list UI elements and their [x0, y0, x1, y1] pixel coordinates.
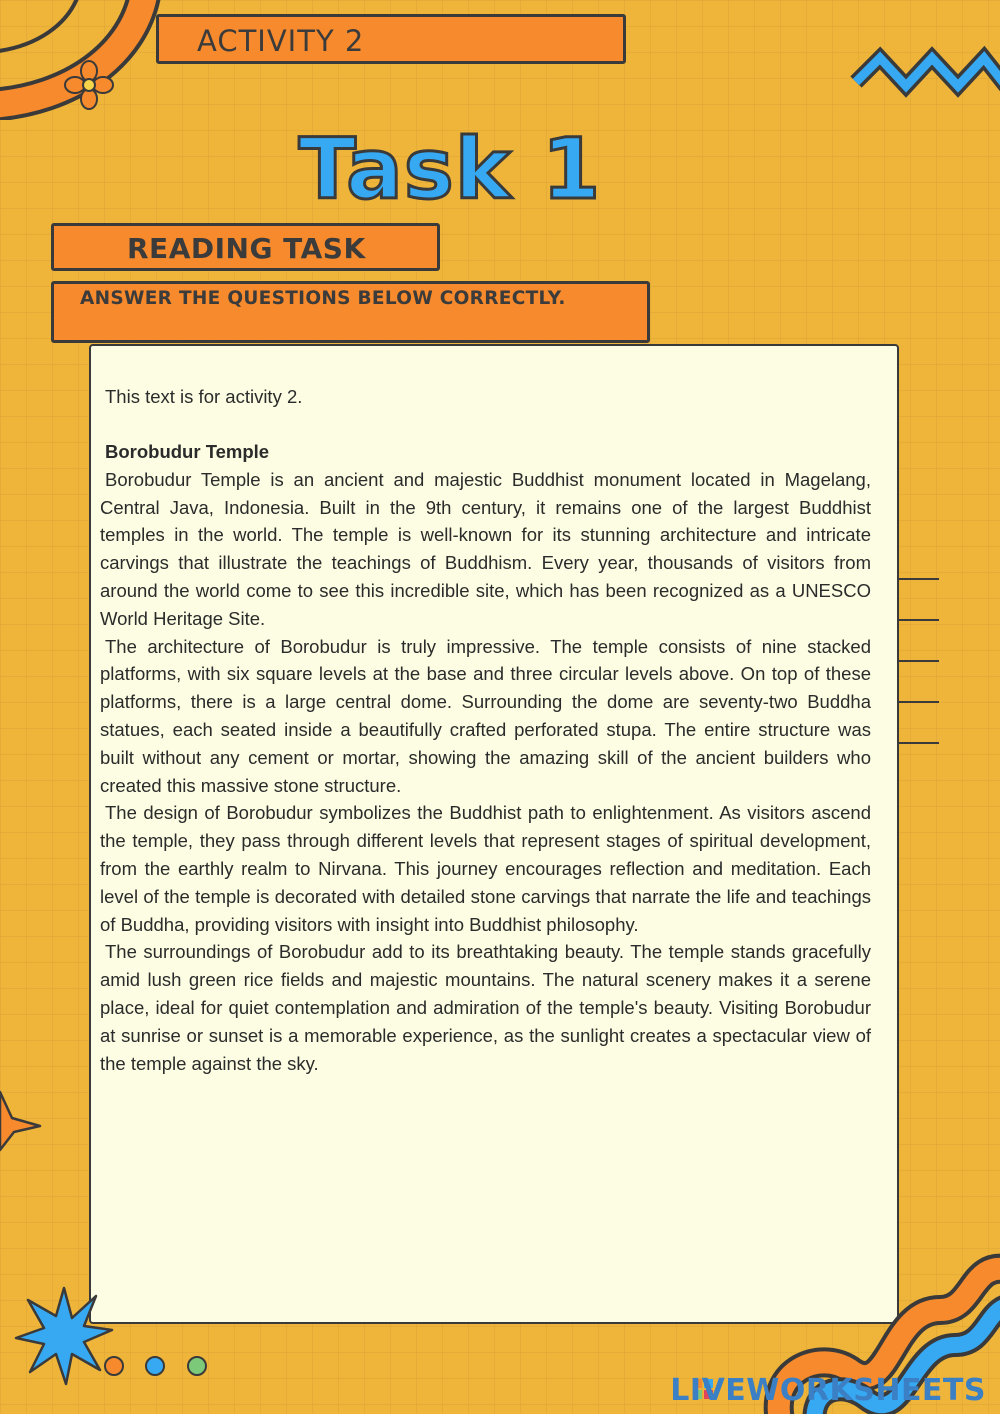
- paragraph: The architecture of Borobudur is truly impressive. The temple consists of nine stacked platforms, with six square levels at the base and three circular levels above. On top of these platforms, there is a large central dome. Surrounding the dome are seventy-two Buddha statues, each seated inside a beautifully crafted perforated stupa. The entire structure was built without any cement or mortar, showing the amazing skill of the ancient builders who created this massive stone structure.: [100, 635, 871, 796]
- burst-icon: [14, 1286, 114, 1386]
- star-icon: [0, 1088, 44, 1154]
- liveworksheets-logo[interactable]: LIVEWORKSHEETS: [670, 1373, 986, 1408]
- side-tick: [899, 701, 939, 703]
- flower-icon: [62, 58, 116, 112]
- activity-banner: [156, 14, 626, 64]
- instruction-banner: [51, 281, 650, 343]
- paragraph: Borobudur Temple is an ancient and majestic Buddhist monument located in Magelang, Central Java, Indonesia. Built in the 9th century, it remains one of the largest Buddhist temples in the world. The temple is well-known for its stunning architecture and intricate carvings that illustrate the teachings of Buddhism. Every year, thousands of visitors from around the world come to see this incredible site, which has been recognized as a UNESCO World Heritage Site.: [100, 468, 871, 629]
- passage-title: Borobudur Temple: [105, 441, 270, 462]
- passage: [100, 383, 871, 1077]
- section-label: READING TASK: [127, 232, 366, 265]
- task-title: Task 1: [298, 120, 602, 218]
- side-tick: [899, 578, 939, 580]
- side-tick: [899, 742, 939, 744]
- reading-task-banner: [51, 223, 440, 271]
- side-tick: [899, 619, 939, 621]
- dot-decoration: [104, 1356, 124, 1376]
- instruction-text: ANSWER THE QUESTIONS BELOW CORRECTLY.: [80, 288, 566, 309]
- side-tick: [899, 660, 939, 662]
- zigzag-decoration: [850, 40, 1000, 110]
- paragraph: The design of Borobudur symbolizes the Buddhist path to enlightenment. As visitors ascend the temple, they pass through different levels that represent stages of spiritual development, from the earthly realm to Nirvana. This journey encourages reflection and meditation. Each level of the temple is decorated with detailed stone carvings that narrate the life and teachings of Buddha, providing visitors with insight into Buddhist philosophy.: [100, 802, 871, 935]
- dot-decoration: [145, 1356, 165, 1376]
- intro-line: This text is for activity 2.: [105, 386, 303, 407]
- paragraph: The surroundings of Borobudur add to its breathtaking beauty. The temple stands gracefully amid lush green rice fields and majestic mountains. The natural scenery makes it a serene place, ideal for quiet contemplation and admiration of the temple's beauty. Visiting Borobudur at sunrise or sunset is a memorable experience, as the sunlight creates a spectacular view of the temple against the sky.: [100, 941, 871, 1074]
- dot-decoration: [187, 1356, 207, 1376]
- activity-label: ACTIVITY 2: [197, 24, 365, 58]
